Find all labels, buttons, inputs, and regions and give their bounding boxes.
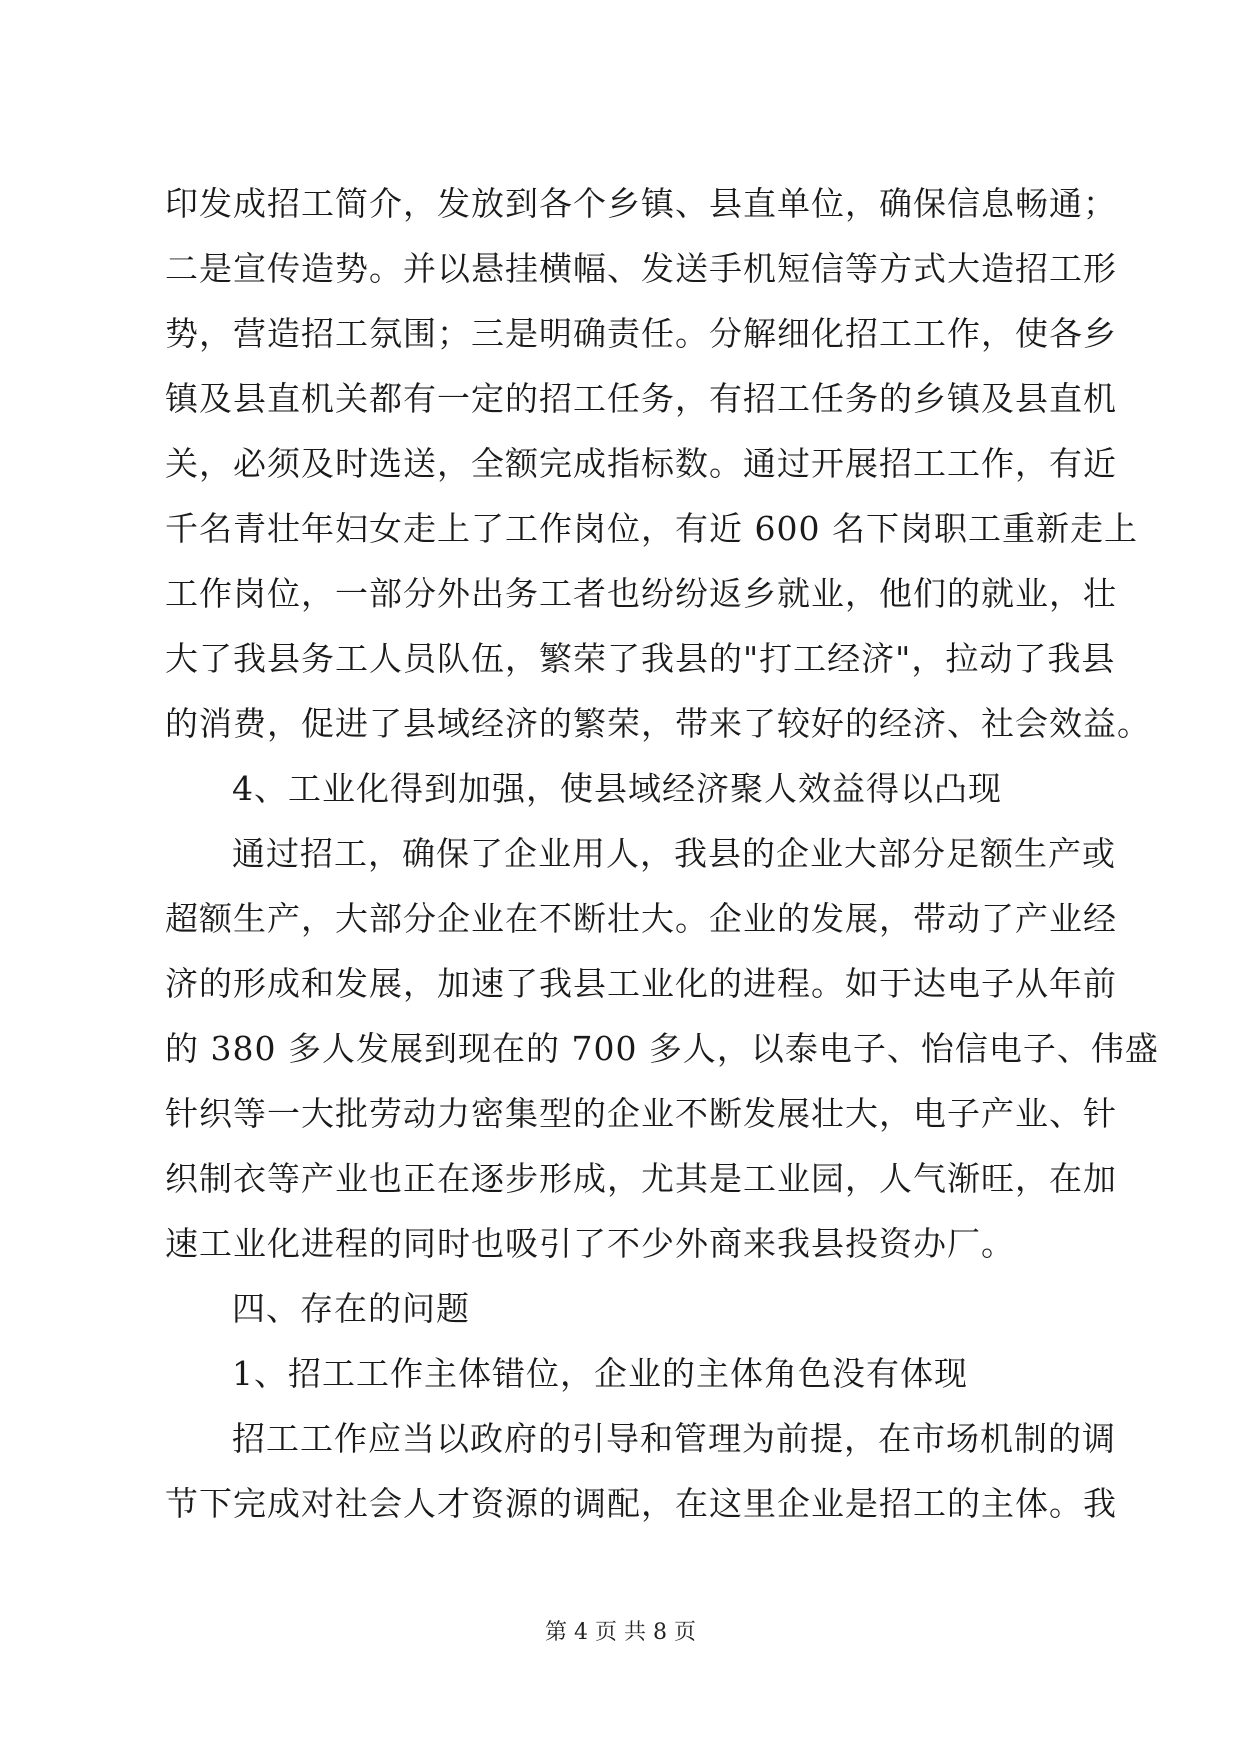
page-number-footer: 第 4 页 共 8 页: [545, 1620, 696, 1645]
body-line-13: 济的形成和发展，加速了我县工业化的进程。如于达电子从年前: [165, 964, 1117, 1003]
subsection-heading-1: 1、招工工作主体错位，企业的主体角色没有体现: [232, 1354, 968, 1393]
body-line-14: 的 380 多人发展到现在的 700 多人，以泰电子、怡信电子、伟盛: [165, 1029, 1159, 1068]
body-line-16: 织制衣等产业也正在逐步形成，尤其是工业园，人气渐旺，在加: [165, 1159, 1117, 1198]
body-line-3: 势，营造招工氛围；三是明确责任。分解细化招工工作，使各乡: [165, 314, 1117, 353]
section-heading-problems: 四、存在的问题: [232, 1289, 470, 1328]
body-line-17: 速工业化进程的同时也吸引了不少外商来我县投资办厂。: [165, 1224, 1015, 1263]
body-line-21: 节下完成对社会人才资源的调配，在这里企业是招工的主体。我: [165, 1484, 1117, 1523]
body-line-4: 镇及县直机关都有一定的招工任务，有招工任务的乡镇及县直机: [165, 379, 1117, 418]
body-line-8: 大了我县务工人员队伍，繁荣了我县的"打工经济"，拉动了我县: [165, 639, 1116, 678]
body-line-6: 千名青壮年妇女走上了工作岗位，有近 600 名下岗职工重新走上: [165, 509, 1138, 548]
body-line-15: 针织等一大批劳动力密集型的企业不断发展壮大，电子产业、针: [165, 1094, 1117, 1133]
body-line-20: 招工工作应当以政府的引导和管理为前提，在市场机制的调: [232, 1419, 1116, 1458]
body-line-1: 印发成招工简介，发放到各个乡镇、县直单位，确保信息畅通；: [165, 184, 1117, 223]
body-line-7: 工作岗位，一部分外出务工者也纷纷返乡就业，他们的就业，壮: [165, 574, 1117, 613]
body-line-11: 通过招工，确保了企业用人，我县的企业大部分足额生产或: [232, 834, 1116, 873]
body-line-5: 关，必须及时选送，全额完成指标数。通过开展招工工作，有近: [165, 444, 1117, 483]
section-heading-4: 4、工业化得到加强，使县域经济聚人效益得以凸现: [232, 769, 1002, 808]
body-line-12: 超额生产，大部分企业在不断壮大。企业的发展，带动了产业经: [165, 899, 1117, 938]
body-line-2: 二是宣传造势。并以悬挂横幅、发送手机短信等方式大造招工形: [165, 249, 1117, 288]
body-line-9: 的消费，促进了县域经济的繁荣，带来了较好的经济、社会效益。: [165, 704, 1151, 743]
